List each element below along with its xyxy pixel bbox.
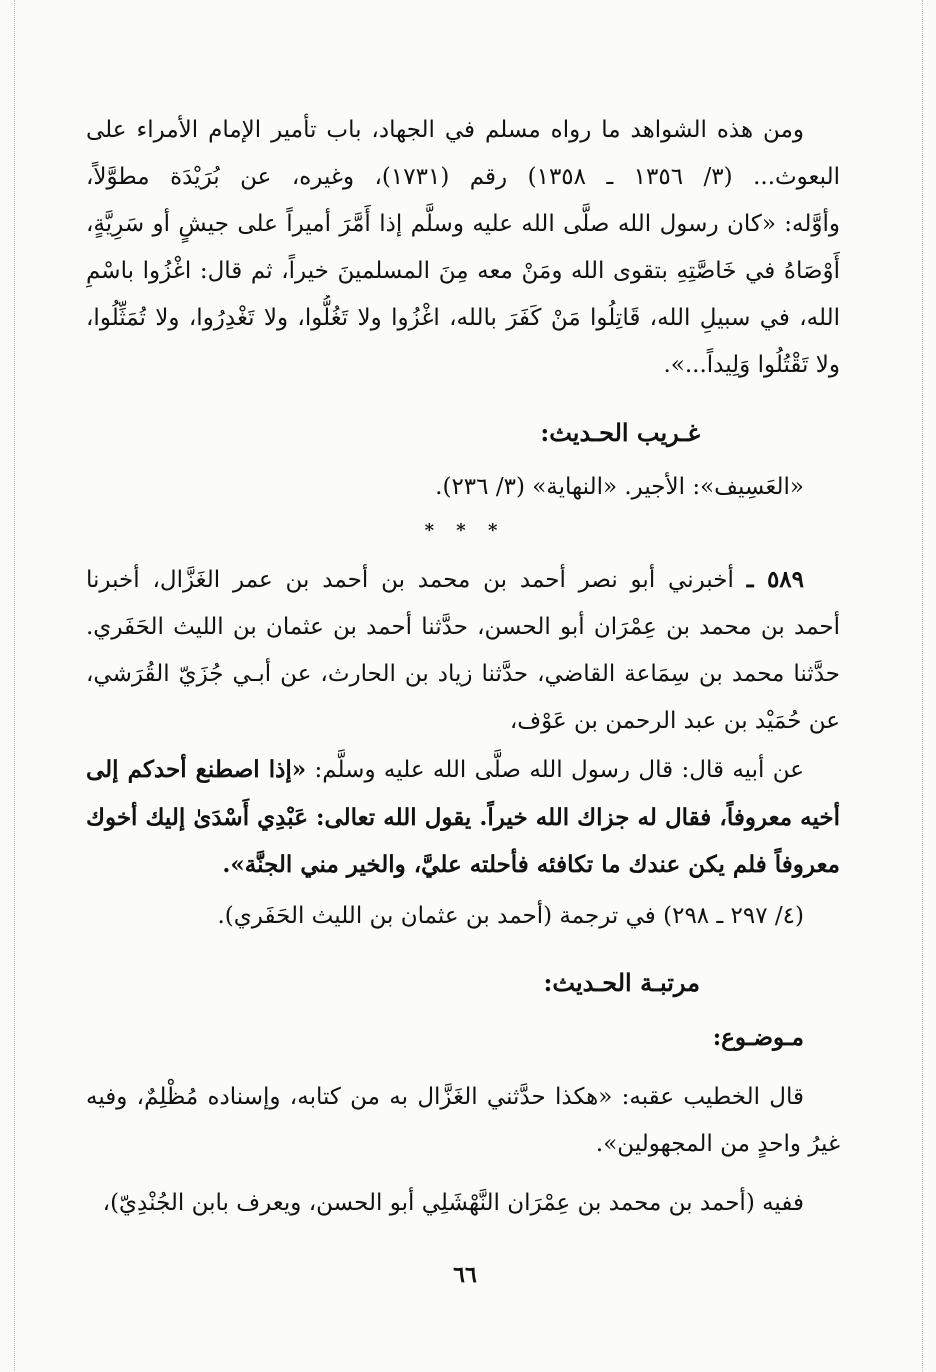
matn-start: «إذا اصطنع أحدكم إلى <box>86 756 307 783</box>
text-line <box>86 746 840 794</box>
hadith-589-isnad <box>86 556 840 745</box>
narrator-note <box>86 1180 840 1227</box>
hadith-589-matn <box>86 746 840 888</box>
hadith-number: ٥٨٩ ـ <box>746 566 805 593</box>
page-edge-left <box>14 0 17 1372</box>
text-line: ولا تَقْتُلُوا وَلِيداً...». <box>663 352 840 378</box>
text-line: قال الخطيب عقبه: «هكذا حدَّثني الغَزَّال به من كتابه، وإسناده مُظْلِمٌ، وفيه <box>86 1084 804 1110</box>
paragraph-shawahid <box>86 107 840 389</box>
gharib-definition <box>86 464 840 511</box>
text-line: غيرُ واحدٍ من المجهولين». <box>595 1131 840 1157</box>
text-line: البعوث... (٣/ ١٣٥٦ ـ ١٣٥٨) رقم (١٧٣١)، وغيره، عن بُرَيْدَة مطوَّلاً، <box>86 164 840 190</box>
text-line: أحمد بن محمد بن عِمْرَان أبو الحسن، حدَّثنا أحمد بن عثمان بن الليث الحَفَري. <box>86 614 840 640</box>
isnad-line: أخبرني أبو نصر أحمد بن محمد بن أحمد بن عمر الغَزَّال، أخبرنا <box>86 567 734 593</box>
matn-intro: عن أبيه قال: قال رسول الله صلَّى الله عليه وسلَّم: <box>314 757 805 783</box>
text-line: (٤/ ٢٩٧ ـ ٢٩٨) في ترجمة (أحمد بن عثمان بن الليث الحَفَري). <box>217 903 804 929</box>
page-edge-right <box>922 0 925 1372</box>
page-number: ٦٦ <box>453 1262 477 1288</box>
separator-stars: * * * <box>424 520 506 541</box>
hadith-reference <box>86 893 840 940</box>
text-line <box>86 556 840 604</box>
hadith-grade <box>86 1014 840 1061</box>
grade-label: مـوضـوع: <box>712 1024 804 1051</box>
text-line: أَوْصَاهُ في خَاصَّتِهِ بتقوى الله ومَنْ معه مِنَ المسلمينَ خيراً، ثم قال: اغْزُوا باسْمِ <box>86 258 840 284</box>
section-heading-martaba: مرتبـة الحـديث: <box>543 968 700 997</box>
khatib-comment <box>86 1074 840 1168</box>
text-line: الله، في سبيلِ الله، قَاتِلُوا مَنْ كَفَرَ بالله، اغْزُوا ولا تَغُلُّوا، ولا تَغْدِرُوا، ولا تُمَثِّلُوا، <box>86 305 840 331</box>
text-line: وأوَّله: «كان رسول الله صلَّى الله عليه وسلَّم إذا أَمَّرَ أميراً على جيشٍ أو سَرِيَّةٍ، <box>86 211 840 237</box>
text-line: ففيه (أحمد بن محمد بن عِمْرَان النَّهْشَلِي أبو الحسن، ويعرف بابن الجُنْدِيّ)، <box>102 1190 804 1216</box>
text-line: أخيه معروفاً، فقال له جزاك الله خيراً. يقول الله تعالى: عَبْدِي أَسْدَىٰ إليك أخوك <box>86 804 840 831</box>
text-line: عن حُمَيْد بن عبد الرحمن بن عَوْف، <box>509 708 840 734</box>
text-line: ومن هذه الشواهد ما رواه مسلم في الجهاد، باب تأمير الإمام الأمراء على <box>86 117 804 143</box>
text-line: معروفاً فلم يكن عندك ما تكافئه فأحلته عليَّ، والخير مني الجنَّة». <box>222 851 840 878</box>
text-line: «العَسِيف»: الأجير. «النهاية» (٣/ ٢٣٦). <box>435 474 804 500</box>
text-line: حدَّثنا محمد بن سِمَاعة القاضي، حدَّثنا زياد بن الحارث، عن أبـي جُزَيّ القُرَشي، <box>86 661 840 687</box>
section-heading-gharib: غـريب الحـديث: <box>540 418 700 447</box>
